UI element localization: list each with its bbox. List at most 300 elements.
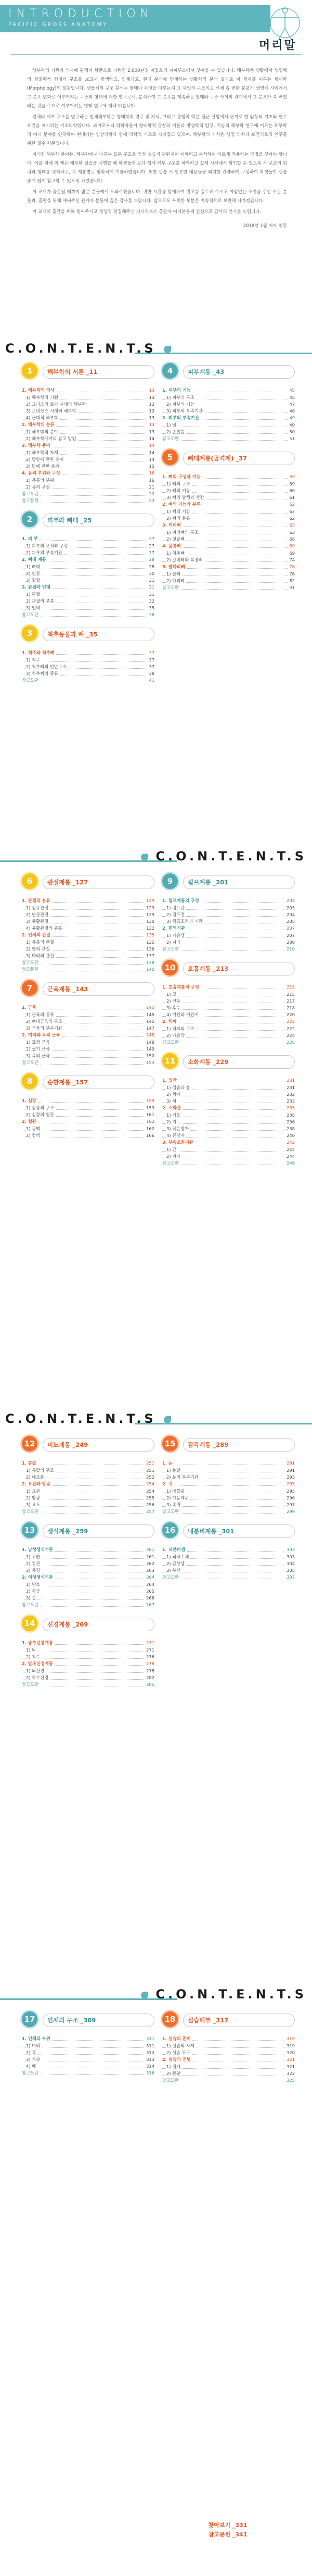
toc-entry[interactable] — [22, 966, 154, 973]
toc-entry[interactable] — [162, 584, 295, 591]
toc-entry-label: 1) 척추뼈 — [166, 550, 186, 557]
toc-entry[interactable] — [22, 2056, 154, 2063]
chapter-title[interactable]: 척추동물과 뼈 _35 — [43, 628, 154, 641]
toc-entry[interactable] — [22, 605, 154, 611]
toc-entry-label: 2) 팔의 관절 — [26, 946, 51, 953]
toc-entry[interactable] — [22, 1647, 154, 1654]
toc-entry[interactable] — [22, 1097, 154, 1105]
toc-entry[interactable] — [22, 1039, 154, 1046]
toc-entry-page: 22 — [147, 491, 154, 497]
toc-entry-label: 1) 털 — [166, 422, 178, 429]
chapter-title[interactable]: 피부계통 _43 — [183, 365, 295, 379]
toc-entry[interactable] — [22, 1032, 154, 1039]
toc-entry[interactable] — [162, 918, 295, 925]
toc-entry-page: 304 — [285, 1560, 295, 1567]
toc-entry-label: 2) 실습 도구 — [166, 2049, 192, 2056]
reference-link[interactable] — [162, 2530, 295, 2540]
toc-entry[interactable] — [22, 2070, 154, 2077]
toc-entry[interactable] — [162, 501, 295, 508]
toc-entry-page: 30 — [147, 570, 154, 577]
toc-entry-page: 264 — [145, 1581, 154, 1588]
toc-entry[interactable] — [162, 415, 295, 422]
toc-entry[interactable] — [22, 484, 154, 491]
toc-entry-page: 162 — [145, 1118, 154, 1125]
toc-entry-page: 314 — [145, 2063, 154, 2070]
contents-column — [162, 362, 295, 597]
toc-entry[interactable] — [162, 1153, 295, 1160]
leader-dots — [22, 2074, 154, 2075]
toc-entry[interactable] — [22, 535, 154, 543]
toc-entry[interactable] — [22, 1660, 154, 1668]
toc-entry-label: 3) 림프조직과 기관 — [166, 918, 204, 925]
toc-entry[interactable] — [162, 1481, 295, 1488]
chapter-header[interactable] — [22, 2010, 154, 2031]
toc-entry[interactable] — [22, 401, 154, 408]
toc-entry[interactable] — [162, 925, 295, 932]
chapter-header[interactable] — [22, 624, 154, 645]
chapter-number-badge: 5 — [162, 449, 178, 465]
toc-entry[interactable] — [162, 911, 295, 918]
toc-entry[interactable] — [162, 550, 295, 557]
chapter-header[interactable] — [22, 510, 154, 531]
leader-dots — [162, 1123, 295, 1124]
chapter-title[interactable]: 근육계통 _143 — [43, 982, 154, 996]
toc-entry[interactable] — [162, 578, 295, 584]
toc-entry-label: 4) 큰창자 — [166, 1132, 186, 1139]
toc-entry[interactable] — [162, 1467, 295, 1474]
toc-entry-page: 295 — [285, 1481, 295, 1487]
toc-entry[interactable] — [22, 905, 154, 911]
toc-entry[interactable] — [162, 487, 295, 494]
toc-entry[interactable] — [162, 1139, 295, 1146]
toc-entry[interactable] — [162, 529, 295, 536]
toc-entry[interactable] — [162, 905, 295, 911]
leader-dots — [22, 1513, 154, 1514]
contents-column — [162, 872, 295, 1173]
toc-entry-label: 참고도판 — [22, 2070, 40, 2077]
toc-entry[interactable] — [22, 1488, 154, 1495]
chapter-header[interactable] — [162, 1521, 295, 1542]
toc-entry[interactable] — [22, 1059, 154, 1066]
toc-entry[interactable] — [162, 1005, 295, 1011]
toc-entry[interactable] — [22, 1467, 154, 1474]
toc-entry[interactable] — [162, 557, 295, 564]
toc-entry[interactable] — [22, 491, 154, 497]
toc-entry[interactable] — [162, 2049, 295, 2056]
toc-entry-page: 226 — [285, 1039, 295, 1046]
toc-entry[interactable] — [22, 577, 154, 584]
toc-entry[interactable] — [22, 2043, 154, 2049]
toc-entry[interactable] — [162, 1574, 295, 1581]
toc-entry[interactable] — [22, 918, 154, 925]
toc-entry[interactable] — [22, 1595, 154, 1602]
toc-entry-page: 14 — [147, 442, 154, 449]
toc-entry[interactable] — [162, 571, 295, 578]
toc-entry[interactable] — [162, 522, 295, 529]
toc-entry-label: 1. 입안 — [162, 1077, 178, 1084]
toc-entry[interactable] — [22, 415, 154, 421]
toc-entry-label: 3) 혀 — [166, 1098, 178, 1105]
toc-entry[interactable] — [22, 1132, 154, 1139]
toc-entry[interactable] — [22, 1668, 154, 1674]
toc-entry[interactable] — [22, 2049, 154, 2056]
toc-entry-page: 205 — [285, 918, 295, 925]
index-link[interactable] — [162, 2521, 295, 2530]
toc-entry[interactable] — [22, 549, 154, 556]
chapter-header[interactable] — [162, 1435, 295, 1456]
toc-entry-page: 297 — [285, 1502, 295, 1508]
toc-entry-label: 2. 뼈의 기능과 분류 — [162, 501, 202, 508]
toc-entry[interactable] — [162, 2077, 295, 2084]
toc-entry[interactable] — [162, 1026, 295, 1032]
toc-entry[interactable] — [162, 2056, 295, 2064]
toc-entry[interactable] — [162, 1039, 295, 1046]
leader-dots — [22, 964, 154, 965]
chapter-number-badge: 3 — [22, 626, 37, 641]
toc-entry[interactable] — [22, 570, 154, 577]
toc-entry[interactable] — [162, 1011, 295, 1018]
toc-entry[interactable] — [22, 394, 154, 401]
toc-entry-label: 2. 면역기관 — [162, 925, 187, 932]
toc-entry[interactable] — [22, 497, 154, 504]
toc-entry[interactable] — [162, 429, 295, 435]
toc-entry[interactable] — [22, 1640, 154, 1647]
toc-entry-page: 271 — [145, 1640, 154, 1646]
toc-entry[interactable] — [162, 508, 295, 515]
contents-column — [22, 2010, 154, 2083]
toc-entry[interactable] — [22, 1508, 154, 1515]
chapter-title[interactable]: 신경계통 _269 — [43, 1618, 154, 1631]
toc-entry[interactable] — [22, 932, 154, 939]
toc-entry[interactable] — [162, 473, 295, 481]
chapter-title[interactable]: 내분비계통 _301 — [183, 1524, 295, 1538]
toc-entry-page: 149 — [145, 1046, 154, 1053]
toc-entry[interactable] — [22, 1581, 154, 1588]
toc-entry[interactable] — [162, 984, 295, 991]
toc-entry[interactable] — [162, 1132, 295, 1139]
toc-entry[interactable] — [162, 422, 295, 429]
toc-entry[interactable] — [22, 1011, 154, 1018]
chapter-number-badge: 1 — [22, 363, 37, 379]
toc-entry-label: 참고도판 — [162, 2077, 180, 2084]
chapter-header[interactable] — [162, 362, 295, 383]
toc-entry[interactable] — [22, 429, 154, 435]
leaf-icon — [141, 1992, 148, 1999]
chapter-title[interactable]: 뼈대계통(골격계) _37 — [183, 452, 295, 465]
toc-entry-label: 참고도판 — [22, 1681, 40, 1688]
chapter-number-badge: 6 — [22, 873, 37, 889]
contents-title: C.O.N.T.E.N.T.S — [5, 1411, 171, 1426]
toc-entry[interactable] — [22, 897, 154, 905]
toc-entry-label: 1) 해부학적 자세 — [26, 449, 60, 456]
toc-entry[interactable] — [22, 939, 154, 946]
toc-entry-page: 31 — [147, 577, 154, 584]
chapter-title[interactable]: 실습해부 _317 — [183, 2014, 295, 2027]
toc-entry[interactable] — [162, 481, 295, 487]
toc-entry-label: 2) 네프론 — [26, 1474, 46, 1481]
toc-entry-page: 36 — [147, 611, 154, 618]
toc-entry[interactable] — [162, 1474, 295, 1481]
toc-entry[interactable] — [162, 1126, 295, 1132]
toc-entry-label: 1) 피부의 조직과 구성 — [26, 543, 70, 549]
toc-entry[interactable] — [22, 911, 154, 918]
toc-entry-label: 2) 척수 — [26, 1654, 42, 1660]
toc-entry[interactable] — [162, 1098, 295, 1105]
toc-entry[interactable] — [22, 408, 154, 415]
toc-entry[interactable] — [22, 2035, 154, 2043]
toc-entry[interactable] — [162, 1146, 295, 1153]
leader-dots — [22, 1102, 154, 1103]
toc-entry[interactable] — [22, 591, 154, 598]
toc-entry-page: 307 — [285, 1574, 295, 1581]
toc-entry[interactable] — [162, 946, 295, 953]
leader-dots — [22, 1130, 154, 1131]
toc-entry[interactable] — [22, 449, 154, 456]
toc-entry[interactable] — [162, 1495, 295, 1502]
leader-dots — [22, 495, 154, 496]
toc-entry[interactable] — [162, 1546, 295, 1554]
chapter-title[interactable]: 해부학의 서론 _11 — [43, 365, 154, 379]
toc-entry[interactable] — [22, 470, 154, 477]
toc-entry[interactable] — [22, 611, 154, 618]
toc-entry[interactable] — [22, 1588, 154, 1595]
toc-entry-page: 47 — [288, 401, 295, 408]
toc-entry-page: 303 — [285, 1546, 295, 1553]
toc-entry[interactable] — [22, 1495, 154, 1502]
toc-entry[interactable] — [162, 408, 295, 415]
toc-entry-page: 135 — [145, 939, 154, 946]
toc-entry[interactable] — [22, 1004, 154, 1011]
toc-entry-page: 130 — [145, 918, 154, 925]
toc-entry[interactable] — [162, 1567, 295, 1574]
chapter-header[interactable] — [22, 1072, 154, 1093]
toc-entry[interactable] — [22, 1654, 154, 1660]
chapter-title[interactable]: 호흡계통 _213 — [183, 962, 295, 976]
toc-entry[interactable] — [22, 1111, 154, 1118]
chapter-title[interactable]: 피부와 뼈대 _25 — [43, 514, 154, 527]
toc-entry[interactable] — [162, 1077, 295, 1084]
toc-entry[interactable] — [162, 1488, 295, 1495]
chapter-block — [22, 362, 154, 504]
toc-entry-page: 262 — [145, 1560, 154, 1567]
toc-entry[interactable] — [22, 463, 154, 470]
chapter-number-badge: 14 — [22, 1616, 37, 1631]
chapter-title[interactable]: 림프계통 _201 — [183, 876, 295, 889]
toc-entry-label: 3) 피부의 부속기관 — [166, 408, 204, 415]
chapter-header[interactable] — [162, 1052, 295, 1073]
chapter-block — [22, 2010, 154, 2077]
chapter-header[interactable] — [22, 362, 154, 383]
toc-entry[interactable] — [22, 1460, 154, 1467]
chapter-title[interactable]: 비뇨계통 _249 — [43, 1438, 154, 1452]
toc-entry[interactable] — [22, 1118, 154, 1126]
toc-entry[interactable] — [22, 543, 154, 549]
toc-entry[interactable] — [162, 1084, 295, 1091]
toc-entry-page: 61 — [288, 494, 295, 501]
toc-entry[interactable] — [162, 2043, 295, 2049]
toc-entry-label: 1. 피부의 기능 — [162, 387, 192, 394]
toc-entry-page: 138 — [145, 959, 154, 966]
toc-entry-page: 13 — [147, 429, 154, 435]
leader-dots — [22, 616, 154, 617]
toc-entry[interactable] — [162, 1554, 295, 1560]
toc-entry-page: 140 — [145, 966, 154, 973]
toc-entry-label: 4) 기관과 기관지 — [166, 1011, 200, 1018]
toc-entry[interactable] — [22, 1574, 154, 1581]
toc-entry[interactable] — [22, 387, 154, 394]
toc-entry-label: 1) 해부학의 기원 — [26, 394, 60, 401]
toc-entry-page: 256 — [145, 1502, 154, 1508]
toc-entry-label: 3) 부신 — [166, 1567, 182, 1574]
toc-entry[interactable] — [22, 925, 154, 932]
chapter-header[interactable] — [162, 2010, 295, 2031]
toc-entry-label: 2) 가슴막 — [166, 1032, 186, 1039]
toc-entry-page: 210 — [285, 946, 295, 953]
chapter-title[interactable]: 순환계통 _157 — [43, 1076, 154, 1089]
chapter-title[interactable]: 감각계통 _289 — [183, 1438, 295, 1452]
toc-entry[interactable] — [162, 998, 295, 1005]
toc-entry[interactable] — [162, 1508, 295, 1515]
chapter-header[interactable] — [162, 959, 295, 980]
toc-entry[interactable] — [22, 442, 154, 449]
toc-entry[interactable] — [162, 2070, 295, 2077]
toc-entry-label: 2) 눈의 부속기관 — [166, 1474, 200, 1481]
chapter-title[interactable]: 관절계통 _127 — [43, 876, 154, 889]
toc-entry[interactable] — [162, 1112, 295, 1119]
toc-entry-label: 3) 목의 근육 — [26, 1053, 51, 1059]
toc-entry-label: 참고도판 — [22, 611, 40, 618]
toc-entry[interactable] — [22, 946, 154, 953]
toc-entry[interactable] — [162, 435, 295, 442]
toc-entry[interactable] — [162, 991, 295, 998]
toc-entry-page: 267 — [145, 1602, 154, 1608]
toc-entry[interactable] — [22, 1046, 154, 1053]
toc-entry[interactable] — [22, 556, 154, 564]
chapter-block — [162, 362, 295, 442]
toc-entry[interactable] — [162, 1460, 295, 1467]
toc-entry[interactable] — [22, 1681, 154, 1688]
toc-entry[interactable] — [162, 1119, 295, 1126]
toc-entry[interactable] — [22, 1053, 154, 1059]
chapter-header[interactable] — [162, 872, 295, 893]
toc-entry[interactable] — [22, 677, 154, 684]
chapter-block — [162, 448, 295, 591]
toc-entry[interactable] — [22, 2063, 154, 2070]
toc-entry-label: 1) 요관 — [26, 1488, 42, 1495]
toc-entry[interactable] — [22, 670, 154, 677]
chapter-title[interactable]: 소화계통 _229 — [183, 1055, 295, 1069]
toc-entry-page: 50 — [288, 429, 295, 435]
toc-entry[interactable] — [162, 939, 295, 946]
toc-entry-label: 2) 가운데귀 — [166, 1495, 190, 1502]
chapter-block — [162, 1521, 295, 1581]
toc-entry[interactable] — [162, 1502, 295, 1508]
toc-entry[interactable] — [22, 657, 154, 664]
chapter-number-badge: 12 — [22, 1436, 37, 1452]
toc-entry[interactable] — [162, 543, 295, 550]
toc-entry-page: 238 — [285, 1126, 295, 1132]
toc-entry-label: 2. 뼈대 계통 — [22, 556, 48, 563]
chapter-header[interactable] — [22, 1435, 154, 1456]
toc-entry[interactable] — [22, 1474, 154, 1481]
toc-entry[interactable] — [22, 598, 154, 605]
toc-entry[interactable] — [22, 421, 154, 429]
toc-entry-page: 63 — [288, 529, 295, 536]
toc-entry-page: 159 — [145, 1105, 154, 1111]
chapter-header[interactable] — [162, 448, 295, 469]
toc-entry[interactable] — [162, 536, 295, 543]
toc-entry-page: 282 — [145, 1674, 154, 1681]
toc-entry[interactable] — [162, 1160, 295, 1167]
toc-entry[interactable] — [22, 1481, 154, 1488]
toc-entry[interactable] — [22, 1018, 154, 1025]
toc-entry[interactable] — [162, 1018, 295, 1026]
toc-entry[interactable] — [22, 1560, 154, 1567]
preface-paragraph: 이 교재의 출간을 위해 힘써주시고 정성껏 편집해주신 퍼시픽북스 출판사 여러분들께 진심으로 감사의 인사를 드립니다. — [32, 209, 262, 215]
toc-entry[interactable] — [22, 1554, 154, 1560]
toc-entry[interactable] — [162, 2064, 295, 2070]
toc-entry[interactable] — [22, 953, 154, 959]
toc-entry-page: 276 — [145, 1654, 154, 1660]
toc-entry-page: 31 — [147, 584, 154, 591]
toc-entry[interactable] — [22, 1025, 154, 1032]
toc-entry[interactable] — [22, 959, 154, 966]
chapter-header[interactable] — [22, 872, 154, 893]
toc-entry-page: 49 — [288, 422, 295, 429]
chapter-title[interactable]: 인체의 구조 _309 — [43, 2014, 154, 2027]
toc-entry[interactable] — [22, 1602, 154, 1608]
toc-entry-label: 2) 뼈의 분류 — [166, 515, 192, 522]
toc-entry[interactable] — [162, 2035, 295, 2043]
toc-entry[interactable] — [22, 564, 154, 570]
toc-entry[interactable] — [22, 1674, 154, 1681]
toc-entry[interactable] — [162, 1560, 295, 1567]
toc-entry[interactable] — [162, 1032, 295, 1039]
toc-entry[interactable] — [162, 494, 295, 501]
toc-entry[interactable] — [22, 664, 154, 670]
toc-entry[interactable] — [22, 1126, 154, 1132]
toc-entry[interactable] — [162, 394, 295, 401]
toc-entry[interactable] — [22, 1105, 154, 1111]
chapter-header[interactable] — [22, 1615, 154, 1635]
toc-entry[interactable] — [22, 477, 154, 484]
toc-entry[interactable] — [162, 932, 295, 939]
toc-entry[interactable] — [22, 435, 154, 442]
toc-entry[interactable] — [162, 387, 295, 394]
toc-entry[interactable] — [22, 456, 154, 463]
toc-entry[interactable] — [22, 584, 154, 591]
toc-entry-label: 2. 허파 — [162, 1018, 178, 1025]
toc-entry[interactable] — [22, 649, 154, 657]
toc-entry-page: 21 — [147, 484, 154, 491]
toc-entry[interactable] — [162, 515, 295, 522]
toc-entry-label: 1. 눈 — [162, 1460, 174, 1467]
chapter-header[interactable] — [22, 1521, 154, 1542]
toc-entry[interactable] — [162, 1091, 295, 1098]
toc-entry[interactable] — [162, 897, 295, 905]
chapter-header[interactable] — [22, 979, 154, 1000]
toc-entry[interactable] — [22, 1502, 154, 1508]
toc-entry[interactable] — [162, 401, 295, 408]
toc-entry[interactable] — [162, 1105, 295, 1112]
toc-entry-page: 261 — [145, 1546, 154, 1553]
chapter-title[interactable]: 생식계통 _259 — [43, 1524, 154, 1538]
toc-entry[interactable] — [22, 1567, 154, 1574]
toc-entry[interactable] — [162, 564, 295, 571]
leader-dots — [162, 1513, 295, 1514]
toc-entry-label: 2) 치아 — [166, 1091, 182, 1098]
toc-entry[interactable] — [22, 1546, 154, 1554]
